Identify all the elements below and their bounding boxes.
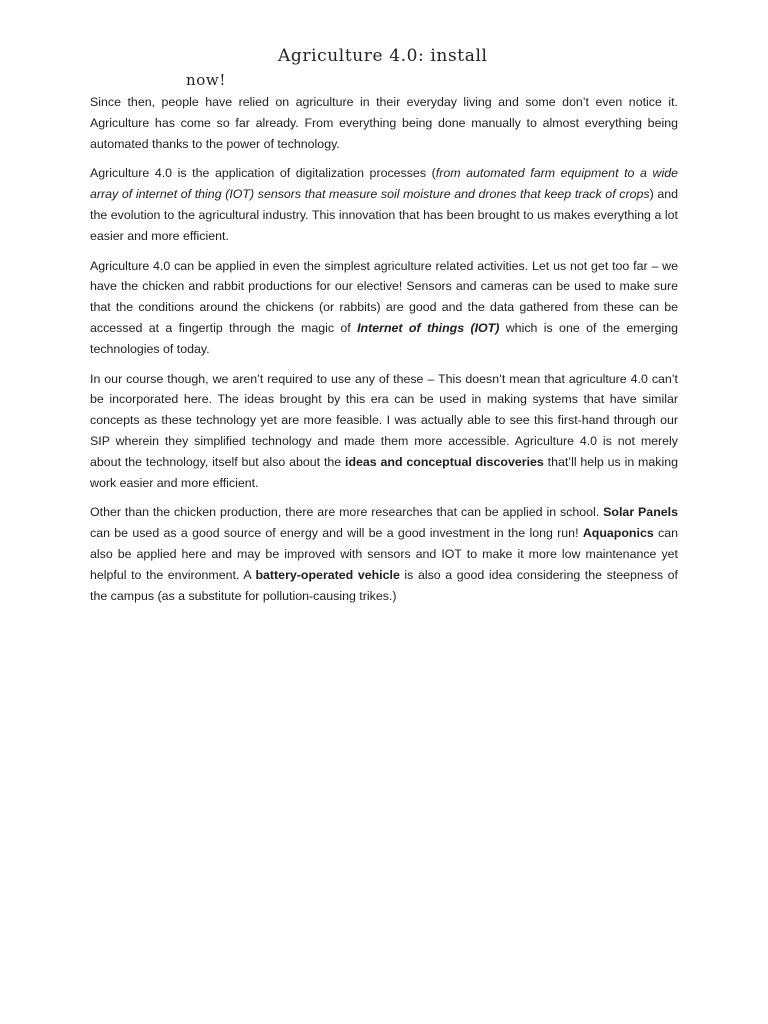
document-title: Agriculture 4.0: install (278, 46, 488, 66)
italic-text-run: from automated farm equipment to a wide array of internet of thing (IOT) sensors that measure soil moisture and drones that keep track of crops (90, 166, 679, 202)
text-run: Agriculture 4.0 is the application of digitalization processes ( (90, 166, 436, 181)
text-run: Other than the chicken production, there are more researches that can be applied in school. (90, 505, 604, 520)
text-run: is also a good idea considering the steepness of the campus (as a substitute for pollution-causing trikes.) (90, 567, 678, 603)
paragraph-intro (90, 92, 678, 154)
text-run: Since then, people have relied on agriculture in their everyday living and some don’t even notice it. Agriculture has come so far already. From everything being done manually to almost everything being automated thanks to the power of technology. (90, 95, 678, 151)
paragraph-definition (90, 163, 678, 246)
paragraph-course (90, 369, 678, 494)
text-run: which is one of the emerging technologies of today. (90, 320, 679, 356)
bold-text-run: Aquaponics (582, 526, 654, 541)
text-run: ) and the evolution to the agricultural industry. This innovation that has been brought to us makes everything a lot easier and more efficient. (90, 187, 678, 243)
paragraph-applications (90, 256, 678, 360)
paragraph-other-research (90, 502, 678, 606)
bold-italic-text-run: Internet of things (IOT) (357, 320, 500, 335)
document-title-continuation: now! (186, 71, 226, 89)
text-run: In our course though, we aren’t required to use any of these – This doesn’t mean that agriculture 4.0 can’t be incorporated here. The ideas brought by this era can be used in making systems that have similar concepts as these technology yet are more feasible. I was actually able to see this first-hand through our SIP wherein they simplified technology and made them more accessible. Agriculture 4.0 is not merely about the technology, itself but also about the (90, 371, 678, 469)
text-run: Agriculture 4.0 can be applied in even the simplest agriculture related activities. Let us not get too far – we have the chicken and rabbit productions for our elective! Sensors and cameras can be used to make sure that the conditions around the chickens (or rabbits) are good and the data gathered from these can be accessed at a fingertip through the magic of (90, 258, 678, 335)
bold-text-run: ideas and conceptual discoveries (345, 454, 544, 469)
text-run: that’ll help us in making work easier and more efficient. (90, 454, 678, 490)
text-run: can also be applied here and may be improved with sensors and IOT to make it more low maintenance yet helpful to the environment. A (90, 526, 679, 582)
bold-text-run: battery-operated vehicle (255, 567, 400, 582)
document-body (90, 92, 678, 615)
bold-text-run: Solar Panels (603, 505, 678, 520)
text-run: can be used as a good source of energy and will be a good investment in the long run! (90, 526, 583, 541)
